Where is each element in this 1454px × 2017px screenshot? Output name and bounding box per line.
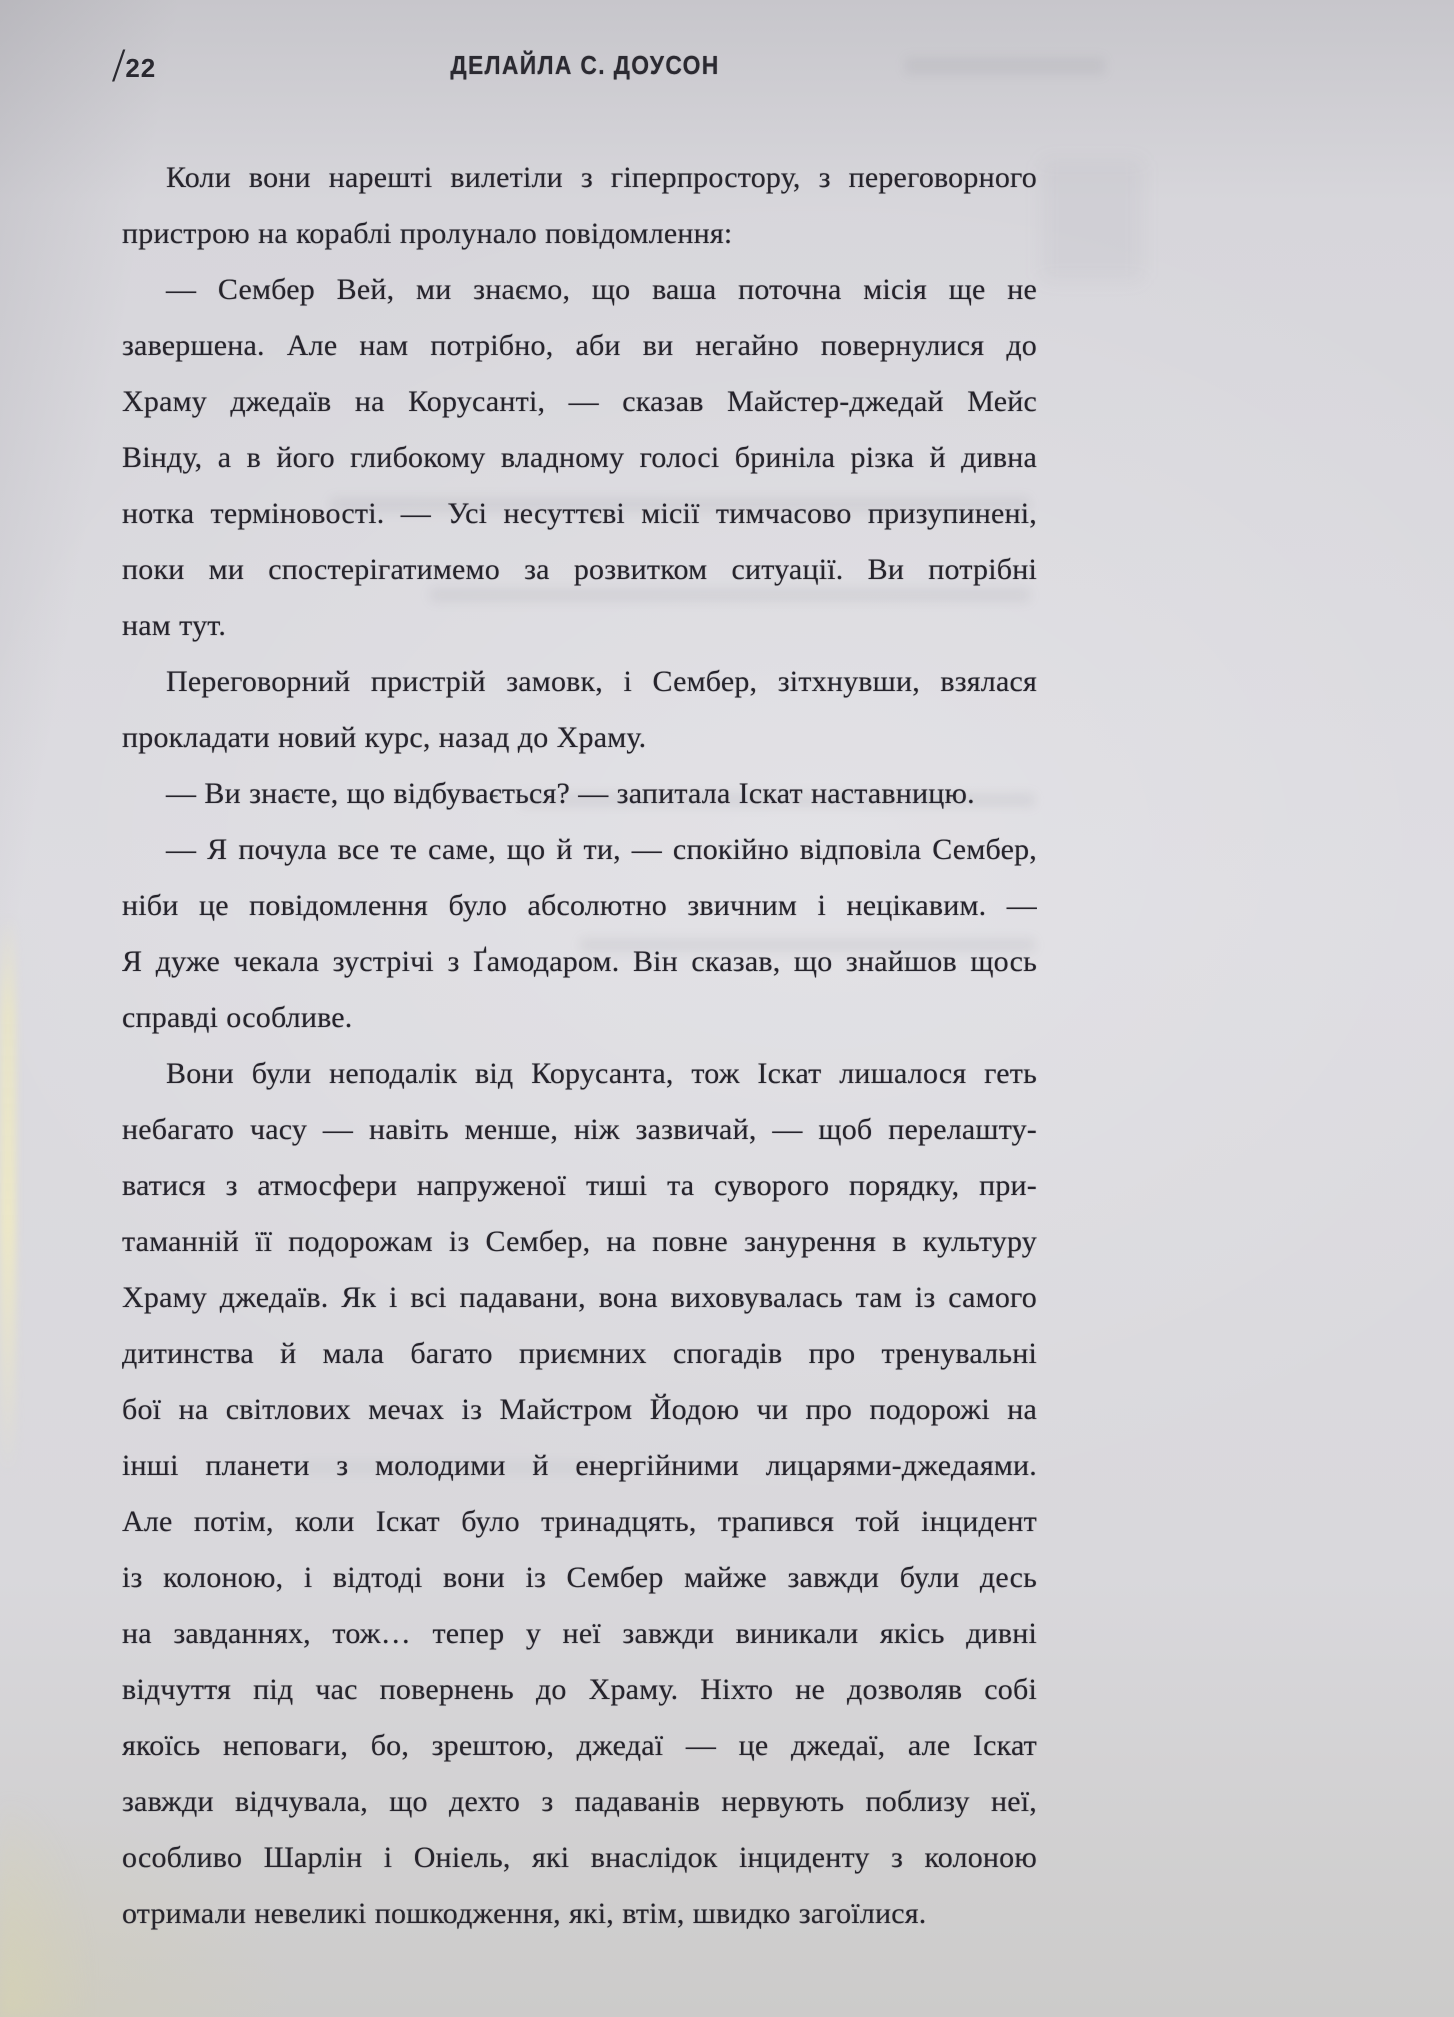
text-line: інші планети з молодими й енергійними лицарями-джедаями. xyxy=(122,1449,1037,1482)
text-line: нотка терміновості. — Усі несуттєві місії тимчасово призупинені, xyxy=(122,497,1037,530)
text-line: бої на світлових мечах із Майстром Йодою чи про подорожі на xyxy=(122,1393,1037,1426)
text-line: відчуття під час повернень до Храму. Ніхто не дозволяв собі xyxy=(122,1673,1037,1706)
text-line: пристрою на кораблі пролунало повідомлення: xyxy=(122,217,733,250)
text-line: Вони були неподалік від Корусанта, тож Іскат лишалося геть xyxy=(166,1057,1037,1090)
text-line: Але потім, коли Іскат було тринадцять, трапився той інцидент xyxy=(122,1505,1037,1538)
text-line: Переговорний пристрій замовк, і Сембер, зітхнувши, взялася xyxy=(166,665,1037,698)
text-line: із колоною, і відтоді вони із Сембер майже завжди були десь xyxy=(122,1561,1037,1594)
text-line: Вінду, а в його глибокому владному голосі бриніла різка й дивна xyxy=(122,441,1037,474)
text-line: завершена. Але нам потрібно, аби ви негайно повернулися до xyxy=(122,329,1037,362)
running-header-text: ДЕЛАЙЛА С. ДОУСОН xyxy=(450,50,720,80)
page-corner-tint xyxy=(0,1800,90,2017)
body-text-block xyxy=(122,150,1037,1942)
text-line: поки ми спостерігатимемо за розвитком ситуації. Ви потрібні xyxy=(122,553,1037,586)
text-line: Храму джедаїв. Як і всі падавани, вона виховувалась там із самого xyxy=(122,1281,1037,1314)
text-line: якоїсь неповаги, бо, зрештою, джедаї — це джедаї, але Іскат xyxy=(122,1729,1037,1762)
text-line: ніби це повідомлення було абсолютно звичним і нецікавим. — xyxy=(122,889,1037,922)
text-line: прокладати новий курс, назад до Храму. xyxy=(122,721,647,754)
page-number-slash: / xyxy=(112,39,126,92)
text-line: дитинства й мала багато приємних спогадів про тренувальні xyxy=(122,1337,1037,1370)
running-header xyxy=(0,50,1170,81)
bleedthrough-artifact xyxy=(1042,160,1142,280)
text-line: завжди відчувала, що дехто з падаванів нервують поблизу неї, xyxy=(122,1785,1037,1818)
page-number-value: 22 xyxy=(125,53,157,83)
text-line: нам тут. xyxy=(122,609,227,642)
page-edge-highlight xyxy=(0,915,16,1475)
text-line: — Сембер Вей, ми знаємо, що ваша поточна місія ще не xyxy=(166,273,1037,306)
text-line: ватися з атмосфери напруженої тиші та суворого порядку, при- xyxy=(122,1169,1037,1202)
text-line: Коли вони нарешті вилетіли з гіперпростору, з переговорного xyxy=(166,161,1037,194)
text-line: таманній її подорожам із Сембер, на повне занурення в культуру xyxy=(122,1225,1037,1258)
text-line: небагато часу — навіть менше, ніж зазвичай, — щоб перелашту- xyxy=(122,1113,1037,1146)
text-line: — Ви знаєте, що відбувається? — запитала Іскат наставницю. xyxy=(166,777,975,810)
text-line: — Я почула все те саме, що й ти, — спокійно відповіла Сембер, xyxy=(166,833,1037,866)
text-line: Храму джедаїв на Корусанті, — сказав Майстер-джедай Мейс xyxy=(122,385,1037,418)
text-line: справді особливе. xyxy=(122,1001,353,1034)
text-line: Я дуже чекала зустрічі з Ґамодаром. Він сказав, що знайшов щось xyxy=(122,945,1037,978)
text-line: особливо Шарлін і Оніель, які внаслідок інциденту з колоною xyxy=(122,1841,1037,1874)
text-line: на завданнях, тож… тепер у неї завжди виникали якісь дивні xyxy=(122,1617,1037,1650)
text-line: отримали невеликі пошкодження, які, втім, швидко загоїлися. xyxy=(122,1897,927,1930)
